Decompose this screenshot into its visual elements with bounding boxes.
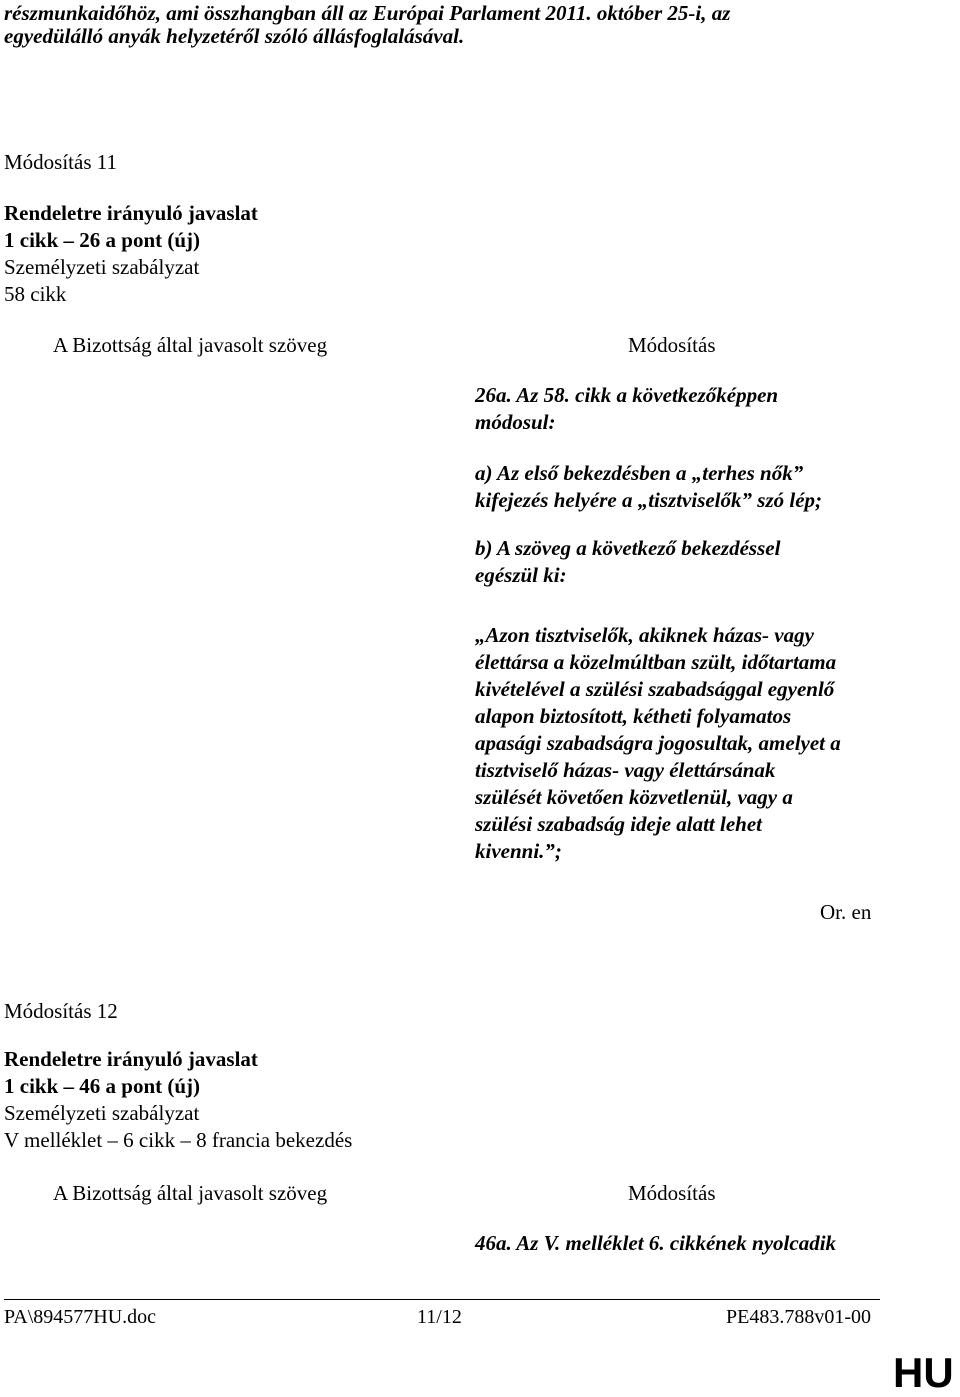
article-reference: 1 cikk – 26 a pont (új) [4,228,201,252]
column-header-left: A Bizottság által javasolt szöveg [53,333,328,357]
regulation-name: Személyzeti szabályzat [4,1101,200,1125]
column-header-left: A Bizottság által javasolt szöveg [53,1181,328,1205]
quoted-text-line: kivételével a szülési szabadsággal egyenlő [475,677,835,701]
footer-pe-ref: PE483.788v01-00 [726,1306,871,1328]
amendment-number: Módosítás 12 [4,999,118,1023]
quoted-text-line: élettársa a közelmúltban szült, időtartama [475,650,837,674]
language-mark: HU [893,1349,954,1396]
proposal-title: Rendeletre irányuló javaslat [4,201,258,225]
amendment-number: Módosítás 11 [4,150,117,174]
amendment-text-line: kifejezés helyére a „tisztviselők” szó lép; [475,488,823,512]
quoted-text-line: kivenni.”; [475,839,562,863]
amendment-text-line: a) Az első bekezdésben a „terhes nők” [475,461,804,485]
amendment-text-line: módosul: [475,410,556,434]
amendment-text-line: egészül ki: [475,563,567,587]
original-language: Or. en [820,900,872,924]
article-ref-sub: 58 cikk [4,282,67,306]
footer-divider [4,1299,880,1300]
quoted-text-line: szülését követően közvetlenül, vagy a [475,785,793,809]
footer-doc-ref: PA\894577HU.doc [4,1306,157,1328]
proposal-title: Rendeletre irányuló javaslat [4,1047,258,1071]
regulation-name: Személyzeti szabályzat [4,255,200,279]
quoted-text-line: alapon biztosított, kétheti folyamatos [475,704,792,728]
amendment-text-line: 26a. Az 58. cikk a következőképpen [475,383,779,407]
quoted-text-line: „Azon tisztviselők, akiknek házas- vagy [475,623,814,647]
intro-line-2: egyedülálló anyák helyzetéről szóló állásfoglalásával. [4,24,465,48]
column-header-right: Módosítás [628,333,716,357]
article-reference: 1 cikk – 46 a pont (új) [4,1074,201,1098]
quoted-text-line: szülési szabadság ideje alatt lehet [475,812,763,836]
column-header-right: Módosítás [628,1181,716,1205]
quoted-text-line: tisztviselő házas- vagy élettársának [475,758,776,782]
amendment-text-line: b) A szöveg a következő bekezdéssel [475,536,781,560]
article-ref-sub: V melléklet – 6 cikk – 8 francia bekezdés [4,1128,353,1152]
footer-page-number: 11/12 [417,1306,462,1328]
amendment-text-line: 46a. Az V. melléklet 6. cikkének nyolcadik [475,1231,837,1255]
quoted-text-line: apasági szabadságra jogosultak, amelyet a [475,731,841,755]
intro-line-1: részmunkaidőhöz, ami összhangban áll az Európai Parlament 2011. október 25-i, az [4,1,731,25]
